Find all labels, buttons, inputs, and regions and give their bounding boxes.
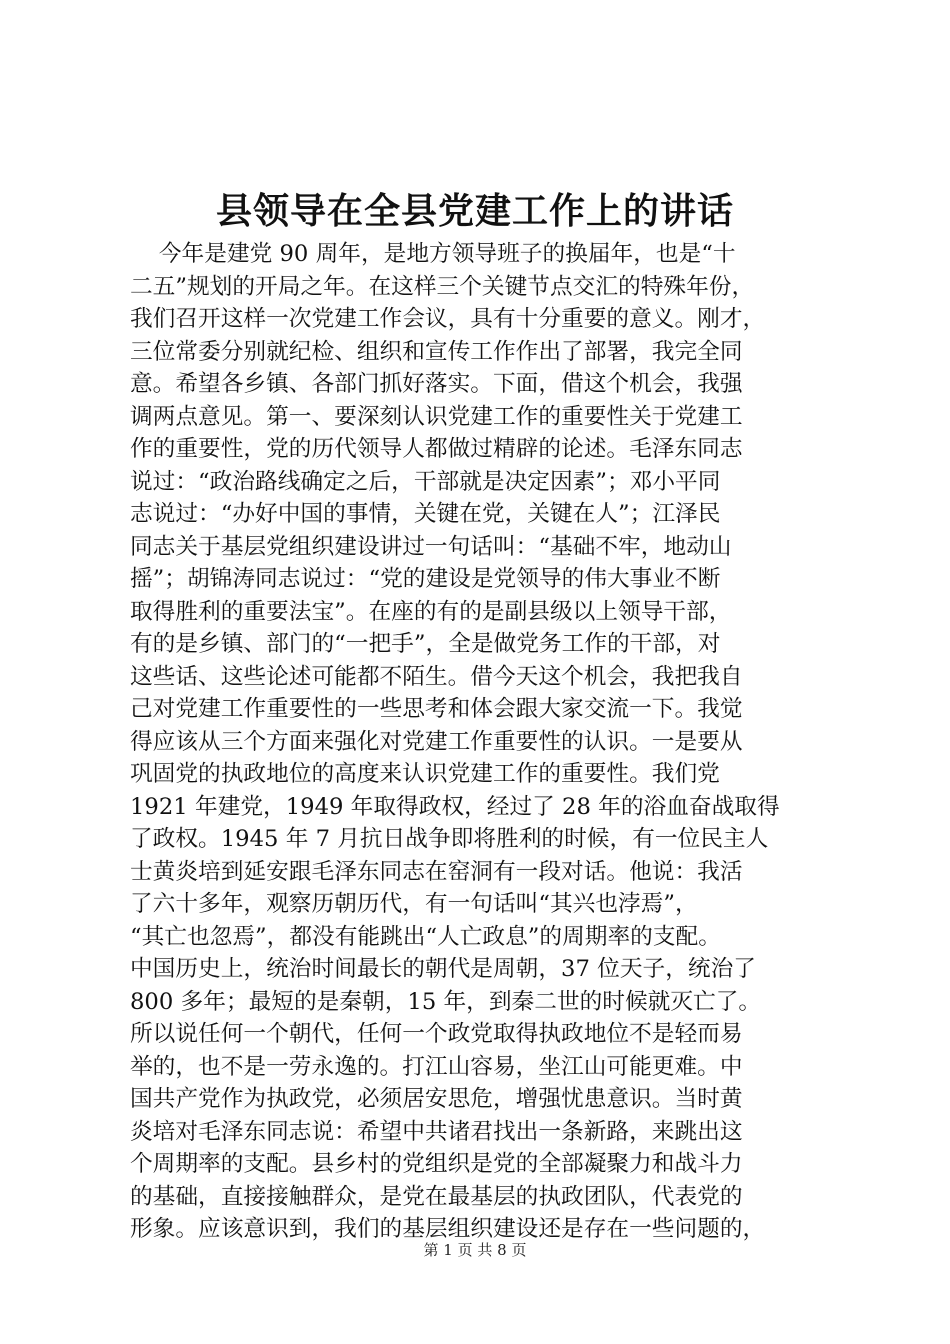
body-line: “其亡也忽焉”，都没有能跳出“人亡政息”的周期率的支配。 — [130, 923, 721, 950]
body-line: 形象。应该意识到，我们的基层组织建设还是存在一些问题的， — [130, 1216, 766, 1242]
document-body — [130, 238, 850, 1246]
body-line: 取得胜利的重要法宝”。在座的有的是副县级以上领导干部， — [130, 598, 732, 625]
body-line: 意。希望各乡镇、各部门抓好落实。下面，借这个机会，我强 — [130, 371, 743, 397]
body-line: 中国历史上，统治时间最长的朝代是周朝，37 位天子，统治了 — [130, 956, 756, 982]
page-footer: 第 1 页 共 8 页 — [423, 1241, 527, 1259]
body-line: 所以说任何一个朝代，任何一个政党取得执政地位不是轻而易 — [130, 1021, 743, 1047]
body-line: 士黄炎培到延安跟毛泽东同志在窑洞有一段对话。他说：我活 — [130, 858, 743, 885]
body-line: 己对党建工作重要性的一些思考和体会跟大家交流一下。我觉 — [130, 696, 743, 722]
body-line: 800 多年；最短的是秦朝，15 年，到秦二世的时候就灭亡了。 — [130, 988, 762, 1015]
body-line: 作的重要性，党的历代领导人都做过精辟的论述。毛泽东同志 — [130, 436, 743, 462]
body-line: 说过：“政治路线确定之后，干部就是决定因素”；邓小平同 — [130, 468, 721, 495]
body-line: 志说过：“办好中国的事情，关键在党，关键在人”；江泽民 — [130, 501, 721, 527]
body-line: 巩固党的执政地位的高度来认识党建工作的重要性。我们党 — [130, 761, 720, 787]
body-line: 了六十多年，观察历朝历代，有一句话叫“其兴也浡焉”， — [130, 891, 698, 917]
body-line: 炎培对毛泽东同志说：希望中共诸君找出一条新路，来跳出这 — [130, 1118, 743, 1145]
body-line: 个周期率的支配。县乡村的党组织是党的全部凝聚力和战斗力 — [130, 1151, 743, 1177]
body-line: 二五”规划的开局之年。在这样三个关键节点交汇的特殊年份， — [130, 273, 755, 300]
body-line: 摇”；胡锦涛同志说过：“党的建设是党领导的伟大事业不断 — [130, 566, 721, 592]
body-line: 有的是乡镇、部门的“一把手”，全是做党务工作的干部，对 — [130, 631, 721, 657]
body-line: 1921 年建党，1949 年取得政权，经过了 28 年的浴血奋战取得 — [130, 793, 780, 820]
body-line: 国共产党作为执政党，必须居安思危，增强忧患意识。当时黄 — [130, 1086, 743, 1112]
body-line: 调两点意见。第一、要深刻认识党建工作的重要性关于党建工 — [130, 403, 743, 430]
body-line: 同志关于基层党组织建设讲过一句话叫：“基础不牢，地动山 — [130, 533, 732, 560]
body-line: 这些话、这些论述可能都不陌生。借今天这个机会，我把我自 — [130, 663, 743, 690]
body-line: 今年是建党 90 周年，是地方领导班子的换届年，也是“十 — [130, 241, 736, 267]
body-line: 举的，也不是一劳永逸的。打江山容易，坐江山可能更难。中 — [130, 1053, 743, 1080]
body-line: 的基础，直接接触群众，是党在最基层的执政团队，代表党的 — [130, 1183, 743, 1210]
body-line: 了政权。1945 年 7 月抗日战争即将胜利的时候，有一位民主人 — [130, 826, 769, 852]
body-line: 三位常委分别就纪检、组织和宣传工作作出了部署，我完全同 — [130, 338, 743, 365]
body-line: 得应该从三个方面来强化对党建工作重要性的认识。一是要从 — [130, 728, 743, 755]
document-title: 县领导在全县党建工作上的讲话 — [215, 190, 734, 232]
body-line: 我们召开这样一次党建工作会议，具有十分重要的意义。刚才， — [130, 306, 766, 332]
